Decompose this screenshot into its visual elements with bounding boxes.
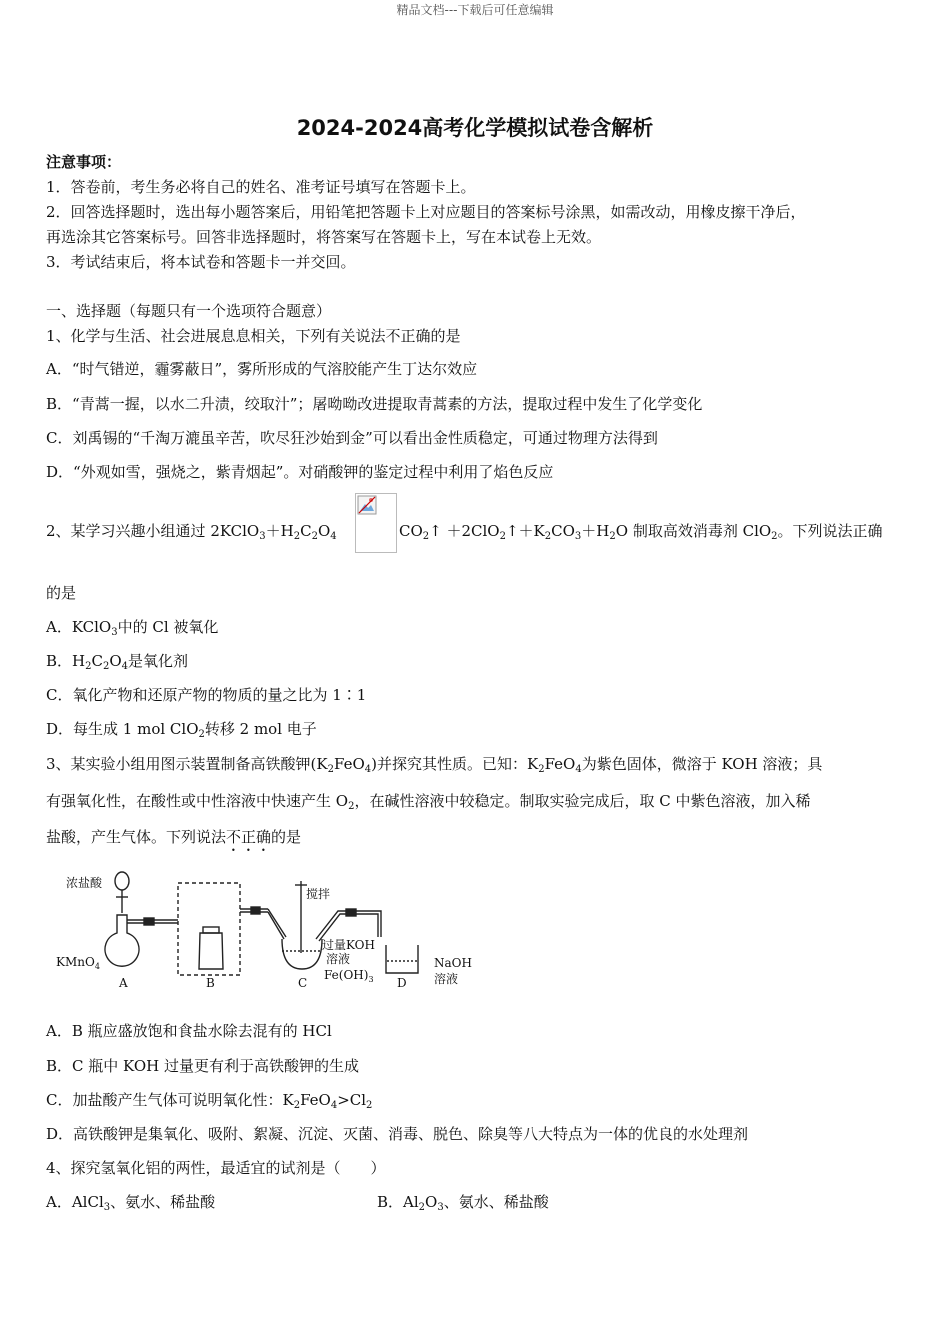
- broken-image-icon: [357, 495, 377, 515]
- label-stir: 搅拌: [306, 887, 331, 901]
- reaction-condition-image: [355, 493, 397, 553]
- label-feoh3: $Fe(OH)_3$: [324, 968, 374, 984]
- q4-option-a: A．AlCl$_3$、氨水、稀盐酸: [46, 1193, 216, 1213]
- q3-option-c: C．加盐酸产生气体可说明氧化性：$K_2FeO_4>Cl_2$: [46, 1091, 373, 1111]
- q4-stem: 4、探究氢氧化铝的两性，最适宜的试剂是（ ）: [46, 1159, 386, 1177]
- label-conc-hcl: 浓盐酸: [66, 876, 103, 890]
- label-naoh-1: NaOH: [434, 956, 472, 970]
- section-heading: 一、选择题（每题只有一个选项符合题意）: [46, 302, 332, 320]
- notice-heading: 注意事项：: [46, 153, 122, 171]
- q2-stem-cont: 的是: [46, 584, 77, 602]
- q3-option-d: D．高铁酸钾是集氧化、吸附、絮凝、沉淀、灭菌、消毒、脱色、除臭等八大特点为一体的优良的水处理剂: [46, 1125, 749, 1143]
- q4-option-b: B．$Al_2O_3$、氨水、稀盐酸: [377, 1193, 549, 1213]
- q1-option-b: B．“青蒿一握，以水二升渍，绞取汁”；屠呦呦改进提取青蒿素的方法，提取过程中发生了化学变化: [46, 395, 703, 413]
- q3-stem-line3: 盐酸，产生气体。下列说法不正确的是: [46, 828, 302, 846]
- tube-joint: [144, 918, 154, 925]
- label-a: A: [119, 976, 128, 990]
- q2-option-d: D．每生成 1 mol ClO$_2$转移 2 mol 电子: [46, 720, 317, 740]
- apparatus-diagram: [46, 865, 476, 995]
- q3-option-a: A．B 瓶应盛放饱和食盐水除去混有的 HCl: [46, 1022, 332, 1040]
- q2-option-b: B．$H_2C_2O_4$是氧化剂: [46, 652, 189, 672]
- q1-option-d: D．“外观如雪，强烧之，紫青烟起”。对硝酸钾的鉴定过程中利用了焰色反应: [46, 463, 554, 481]
- q3-stem-line1: 3、某实验小组用图示装置制备高铁酸钾$(K_2FeO_4)$并探究其性质。已知：$K_2FeO_4$为紫色固体，微溶于 KOH 溶液；具: [46, 755, 823, 775]
- flask-a: [105, 915, 178, 966]
- notice-item-2a: 2．回答选择题时，选出每小题答案后，用铅笔把答题卡上对应题目的答案标号涂黑，如需改动，用橡皮擦干净后，: [46, 203, 806, 221]
- notice-item-1: 1．答卷前，考生务必将自己的姓名、准考证号填写在答题卡上。: [46, 178, 476, 196]
- q2-option-a: A．KClO$_3$中的 Cl 被氧化: [46, 618, 219, 638]
- q2-stem-left: 2、某学习兴趣小组通过 $2KClO_3+H_2C_2O_4$: [46, 522, 337, 542]
- label-koh-1: 过量KOH: [322, 938, 375, 952]
- q1-option-a: A．“时气错逆，霾雾蔽日”，雾所形成的气溶胶能产生丁达尔效应: [46, 360, 478, 378]
- q1-option-c: C．刘禹锡的“千淘万漉虽辛苦，吹尽狂沙始到金”可以看出金性质稳定，可通过物理方法得到: [46, 429, 658, 447]
- funnel-a: [115, 872, 129, 913]
- label-kmno4: KMnO$_4$: [56, 955, 100, 971]
- q1-stem: 1、化学与生活、社会进展息息相关，下列有关说法不正确的是: [46, 327, 461, 345]
- label-koh-2: 溶液: [326, 952, 351, 966]
- beaker-d: [386, 945, 418, 973]
- bottle-b: [199, 927, 223, 969]
- notice-item-2b: 再选涂其它答案标号。回答非选择题时，将答案写在答题卡上，写在本试卷上无效。: [46, 228, 602, 246]
- page-header: 精品文档---下载后可任意编辑: [396, 3, 554, 17]
- q3-option-b: B．C 瓶中 KOH 过量更有利于高铁酸钾的生成: [46, 1057, 359, 1075]
- q3-stem-line2: 有强氧化性，在酸性或中性溶液中快速产生 $O_2$，在碱性溶液中较稳定。制取实验完成后，取 C 中紫色溶液，加入稀: [46, 792, 811, 812]
- label-b: B: [206, 976, 215, 990]
- q2-option-c: C．氧化产物和还原产物的物质的量之比为 1∶1: [46, 686, 367, 704]
- notice-item-3: 3．考试结束后，将本试卷和答题卡一并交回。: [46, 253, 356, 271]
- label-d: D: [397, 976, 407, 990]
- emphasis-not-correct: 不正确: [226, 828, 272, 846]
- page-title: 2024-2024高考化学模拟试卷含解析: [296, 116, 654, 140]
- label-c: C: [298, 976, 308, 990]
- q2-stem-right: $CO_2↑$ $+2ClO_2↑+K_2CO_3+H_2O$ 制取高效消毒剂 ClO$_2$。下列说法正确: [399, 522, 883, 542]
- label-naoh-2: 溶液: [434, 972, 459, 986]
- box-b: [178, 883, 240, 975]
